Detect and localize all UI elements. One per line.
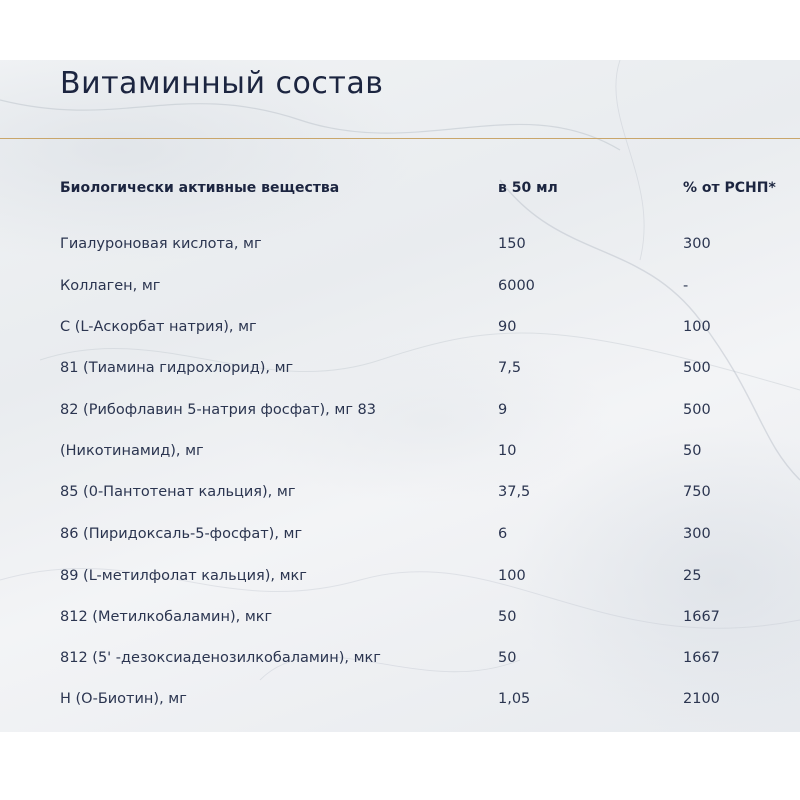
row-amount: 9 — [498, 402, 508, 418]
row-percent: 2100 — [683, 691, 720, 707]
table-row — [60, 274, 760, 298]
row-percent: - — [683, 278, 689, 294]
row-amount: 1,05 — [498, 691, 531, 707]
row-name: Коллаген, мг — [60, 278, 161, 294]
row-name: 85 (0-Пантотенат кальция), мг — [60, 484, 296, 500]
row-percent: 100 — [683, 319, 711, 335]
row-amount: 50 — [498, 609, 517, 625]
table-row — [60, 646, 760, 670]
row-amount: 150 — [498, 236, 526, 252]
row-name: 86 (Пиридоксаль-5-фосфат), мг — [60, 526, 303, 542]
page-title: Витаминный состав — [60, 66, 384, 101]
marble-panel — [0, 60, 800, 732]
row-percent: 300 — [683, 526, 711, 542]
row-name: 812 (5' -дезоксиаденозилкобаламин), мкг — [60, 650, 381, 666]
row-name: С (L-Аскорбат натрия), мг — [60, 319, 257, 335]
header-substances: Биологически активные вещества — [60, 180, 340, 196]
row-name: 82 (Рибофлавин 5-натрия фосфат), мг 83 — [60, 402, 376, 418]
row-percent: 25 — [683, 568, 702, 584]
table-row — [60, 398, 760, 422]
table-row — [60, 687, 760, 711]
table-row — [60, 315, 760, 339]
row-amount: 6000 — [498, 278, 535, 294]
table-row — [60, 564, 760, 588]
row-name: 812 (Метилкобаламин), мкг — [60, 609, 273, 625]
row-amount: 50 — [498, 650, 517, 666]
row-amount: 10 — [498, 443, 517, 459]
row-amount: 37,5 — [498, 484, 531, 500]
marble-texture — [0, 60, 800, 732]
row-amount: 6 — [498, 526, 508, 542]
row-name: (Никотинамид), мг — [60, 443, 204, 459]
table-row — [60, 356, 760, 380]
table-header — [60, 176, 776, 200]
row-amount: 7,5 — [498, 360, 522, 376]
row-percent: 500 — [683, 402, 711, 418]
row-percent: 500 — [683, 360, 711, 376]
table-row — [60, 232, 760, 256]
row-amount: 90 — [498, 319, 517, 335]
title-divider — [0, 138, 800, 139]
row-name: 89 (L-метилфолат кальция), мкг — [60, 568, 307, 584]
row-percent: 50 — [683, 443, 702, 459]
row-name: Гиалуроновая кислота, мг — [60, 236, 262, 252]
table-row — [60, 522, 760, 546]
header-percent: % от РСНП* — [683, 180, 776, 196]
row-name: 81 (Тиамина гидрохлорид), мг — [60, 360, 294, 376]
table-row — [60, 605, 760, 629]
row-name: Н (О-Биотин), мг — [60, 691, 187, 707]
row-amount: 100 — [498, 568, 526, 584]
row-percent: 1667 — [683, 609, 720, 625]
header-amount: в 50 мл — [498, 180, 558, 196]
table-row — [60, 439, 760, 463]
table-row — [60, 480, 760, 504]
row-percent: 300 — [683, 236, 711, 252]
row-percent: 750 — [683, 484, 711, 500]
row-percent: 1667 — [683, 650, 720, 666]
